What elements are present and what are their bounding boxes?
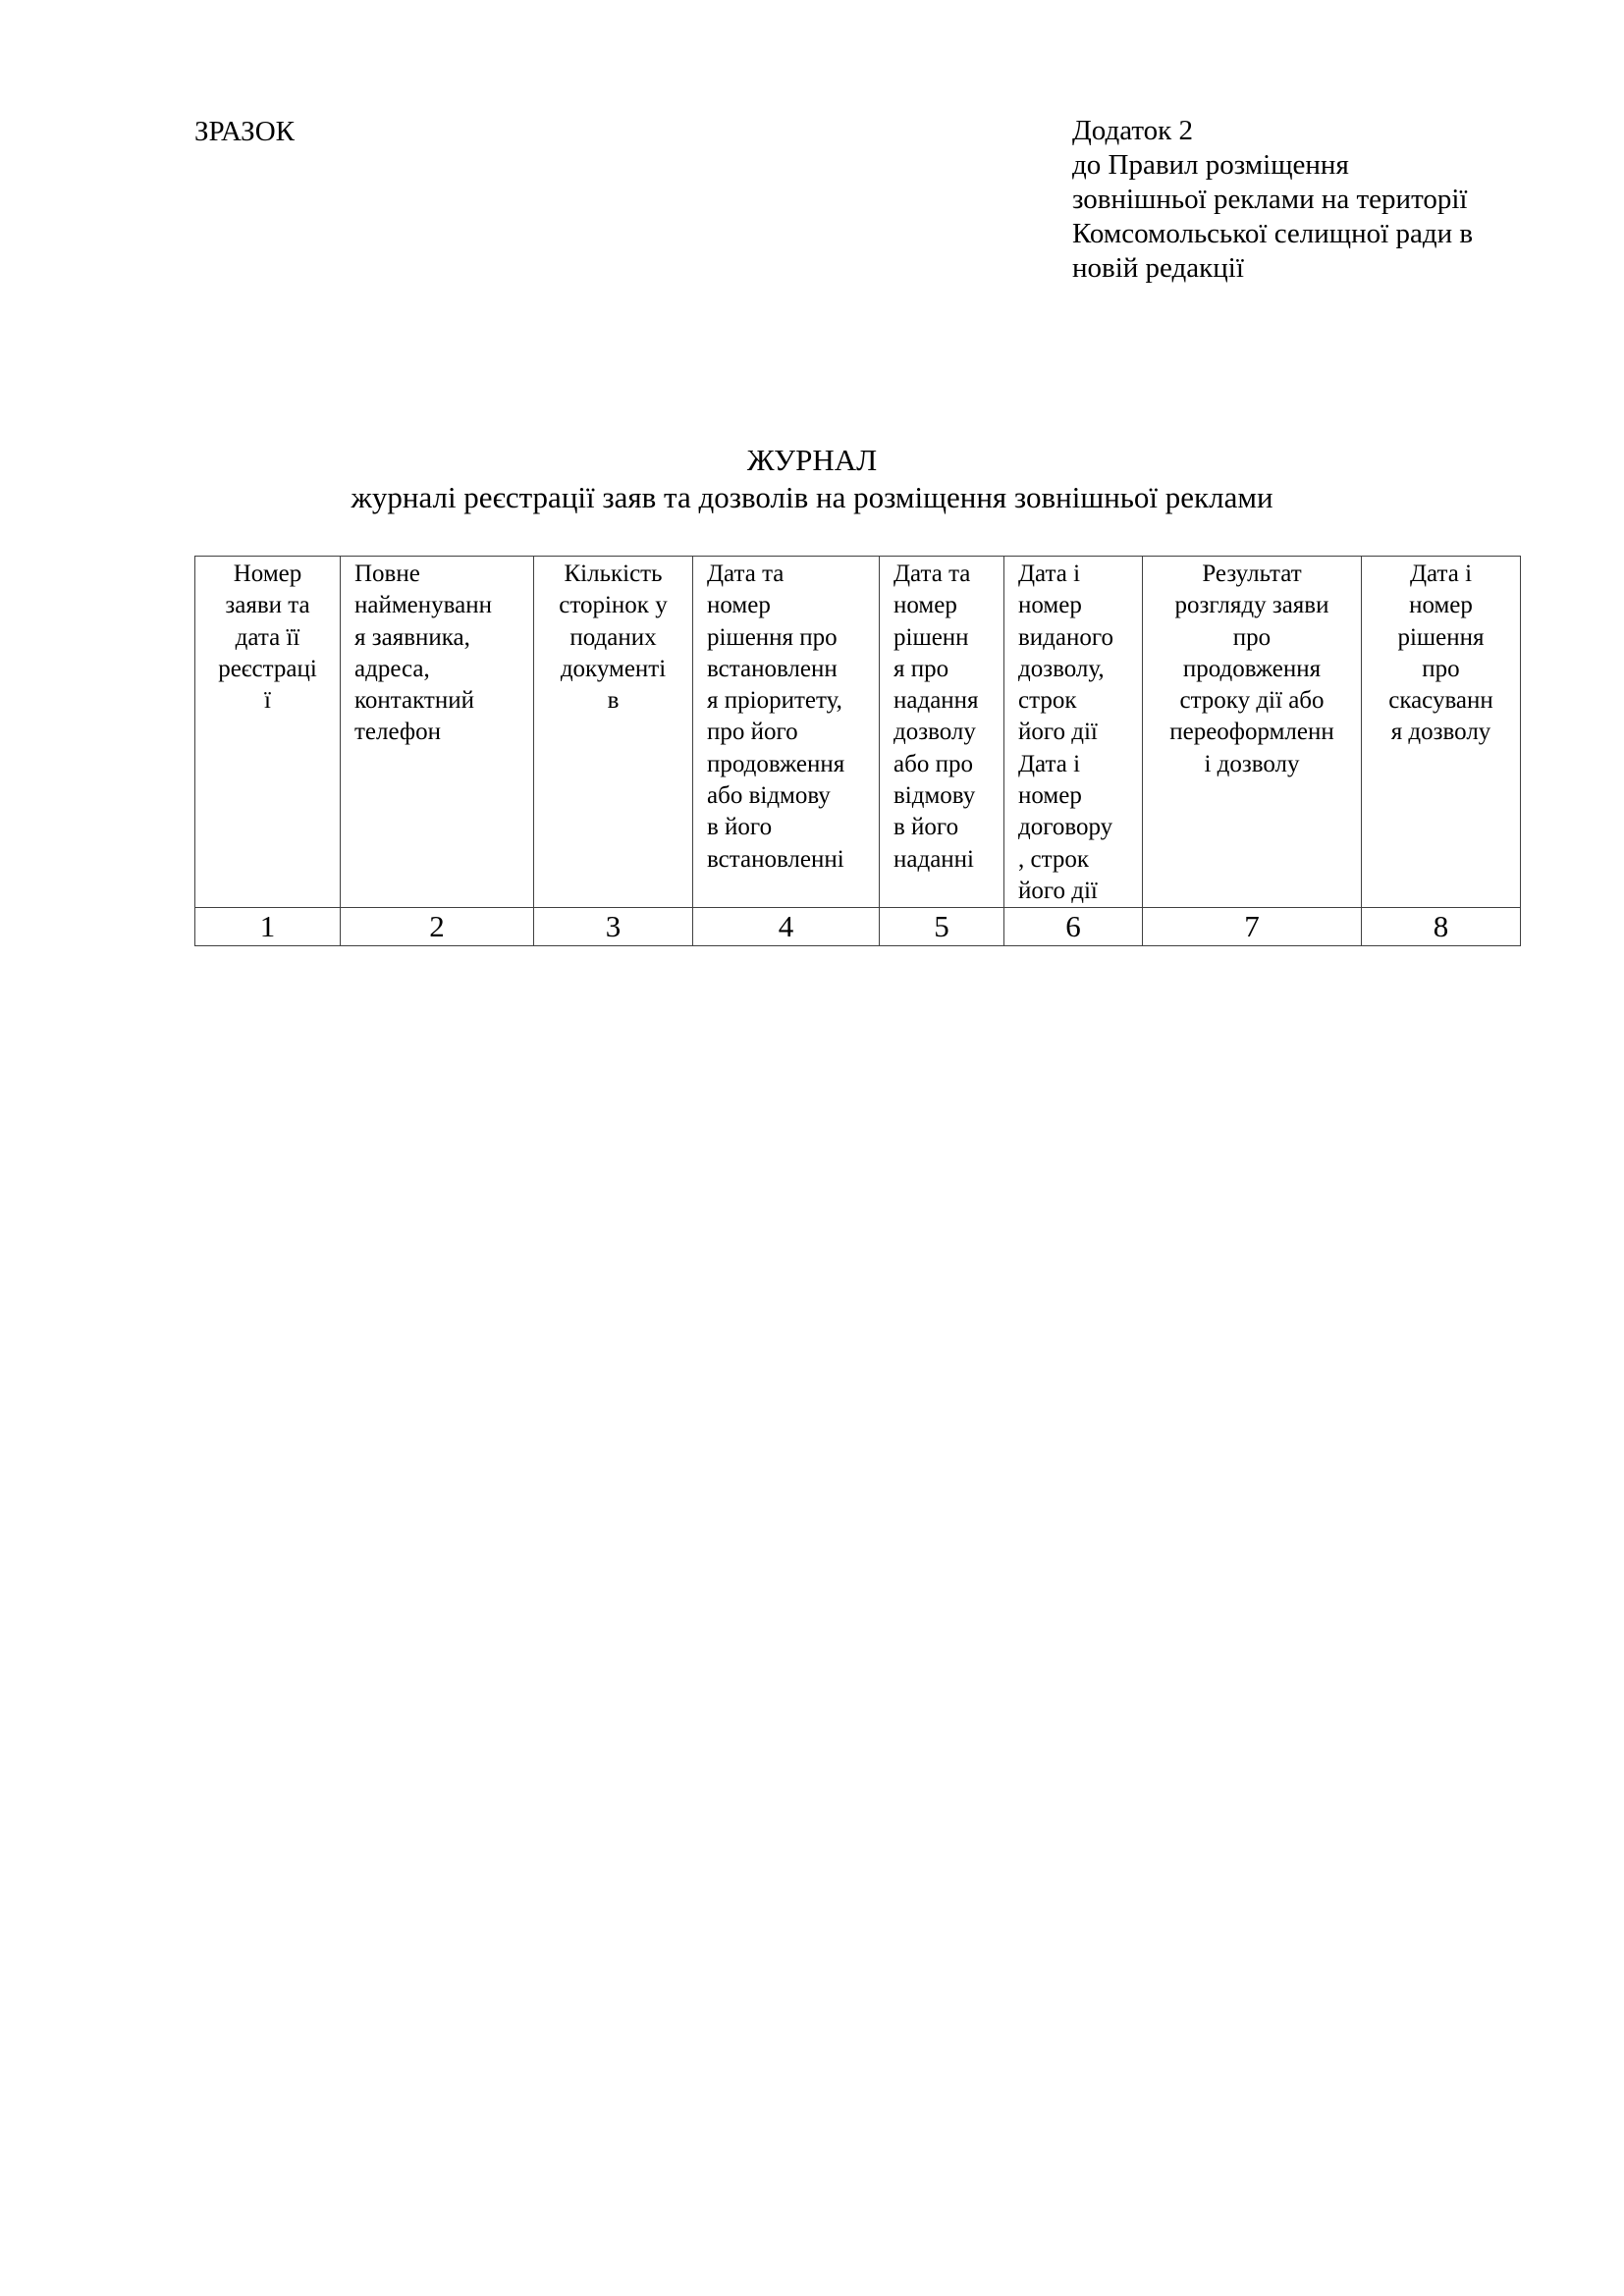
header-line: договору xyxy=(1018,814,1113,841)
header-line: встановленні xyxy=(707,845,844,873)
header-line: наданні xyxy=(893,845,974,873)
header-line: в його xyxy=(893,814,959,841)
column-header-issued-permit xyxy=(1004,557,1143,908)
journal-heading xyxy=(0,442,1624,516)
header-line: номер xyxy=(893,592,957,619)
header-line: в xyxy=(607,687,620,715)
header-line: документі xyxy=(560,655,667,682)
header-line: і дозволу xyxy=(1204,750,1300,777)
column-header-applicant xyxy=(341,557,534,908)
header-line: Результат xyxy=(1202,561,1302,587)
header-line: скасуванн xyxy=(1388,687,1493,715)
header-line: дозволу, xyxy=(1018,655,1105,682)
header-line: Номер xyxy=(233,561,302,587)
header-line: продовження xyxy=(1182,655,1322,682)
header-line: в його xyxy=(707,814,773,841)
sample-label: ЗРАЗОК xyxy=(194,116,295,147)
header-line: розгляду заяви xyxy=(1174,592,1329,619)
header-line: або про xyxy=(893,750,973,777)
journal-subtitle: журналі реєстрації заяв та дозволів на розміщення зовнішньої реклами xyxy=(351,480,1273,514)
header-line: найменуванн xyxy=(354,592,492,619)
registration-table xyxy=(194,556,1521,946)
header-line: строку дії або xyxy=(1179,687,1325,715)
appendix-line: Додаток 2 xyxy=(1072,115,1193,146)
header-line: відмову xyxy=(893,782,976,810)
header-line: продовження xyxy=(707,750,845,777)
header-line: переоформленн xyxy=(1169,719,1334,746)
header-line: контактний xyxy=(354,687,474,715)
header-line: Дата та xyxy=(893,561,971,587)
appendix-line: Комсомольської селищної ради в xyxy=(1072,218,1474,249)
header-line: рішенн xyxy=(893,623,969,651)
column-number-row xyxy=(195,908,1521,946)
column-number: 3 xyxy=(534,908,693,946)
column-header-priority-decision xyxy=(693,557,880,908)
column-header-cancellation xyxy=(1362,557,1521,908)
header-line: я заявника, xyxy=(354,623,470,651)
header-line: номер xyxy=(1409,592,1473,619)
header-line: реєстраці xyxy=(218,655,317,682)
journal-title: ЖУРНАЛ xyxy=(746,443,878,477)
header-line: надання xyxy=(893,687,979,715)
column-header-permit-decision xyxy=(880,557,1004,908)
header-line: телефон xyxy=(354,719,441,746)
header-line: строк xyxy=(1018,687,1077,715)
header-line: адреса, xyxy=(354,655,430,682)
table-header-row xyxy=(195,557,1521,908)
header-line: я дозволу xyxy=(1390,719,1491,746)
column-number: 1 xyxy=(195,908,341,946)
header-line: , строк xyxy=(1018,845,1089,873)
header-line: про xyxy=(1422,655,1460,682)
header-line: встановленн xyxy=(707,655,838,682)
column-header-review-result xyxy=(1143,557,1362,908)
header-line: поданих xyxy=(569,623,657,651)
appendix-note xyxy=(1072,114,1473,286)
header-line: Дата і xyxy=(1018,561,1081,587)
header-line: про xyxy=(1232,623,1272,651)
header-line: номер xyxy=(1018,592,1082,619)
column-number: 6 xyxy=(1004,908,1143,946)
appendix-line: новій редакції xyxy=(1072,252,1244,284)
appendix-line: до Правил розміщення xyxy=(1072,149,1349,181)
header-line: номер xyxy=(707,592,771,619)
header-line: Кількість xyxy=(564,561,663,587)
column-header-application-number xyxy=(195,557,341,908)
header-line: ї xyxy=(264,687,271,715)
column-number: 4 xyxy=(693,908,880,946)
header-line: я пріоритету, xyxy=(707,687,842,715)
header-line: виданого xyxy=(1018,623,1114,651)
header-line: про його xyxy=(707,719,798,746)
header-line: дозволу xyxy=(893,719,976,746)
header-line: Дата та xyxy=(707,561,785,587)
header-line: його дії xyxy=(1018,877,1098,904)
header-line: номер xyxy=(1018,782,1082,810)
header-line: дата її xyxy=(235,623,300,651)
header-line: Дата і xyxy=(1409,561,1473,587)
header-line: рішення про xyxy=(707,623,838,651)
column-number: 8 xyxy=(1362,908,1521,946)
header-line: Дата і xyxy=(1018,750,1081,777)
header-line: рішення xyxy=(1397,623,1485,651)
header-line: сторінок у xyxy=(559,592,668,619)
header-line: заяви та xyxy=(225,592,310,619)
column-header-page-count xyxy=(534,557,693,908)
header-line: я про xyxy=(893,655,949,682)
column-number: 7 xyxy=(1143,908,1362,946)
column-number: 2 xyxy=(341,908,534,946)
column-number: 5 xyxy=(880,908,1004,946)
header-line: Повне xyxy=(354,561,420,587)
header-line: його дії xyxy=(1018,719,1098,746)
header-line: або відмову xyxy=(707,782,831,810)
appendix-line: зовнішньої реклами на території xyxy=(1072,184,1468,215)
